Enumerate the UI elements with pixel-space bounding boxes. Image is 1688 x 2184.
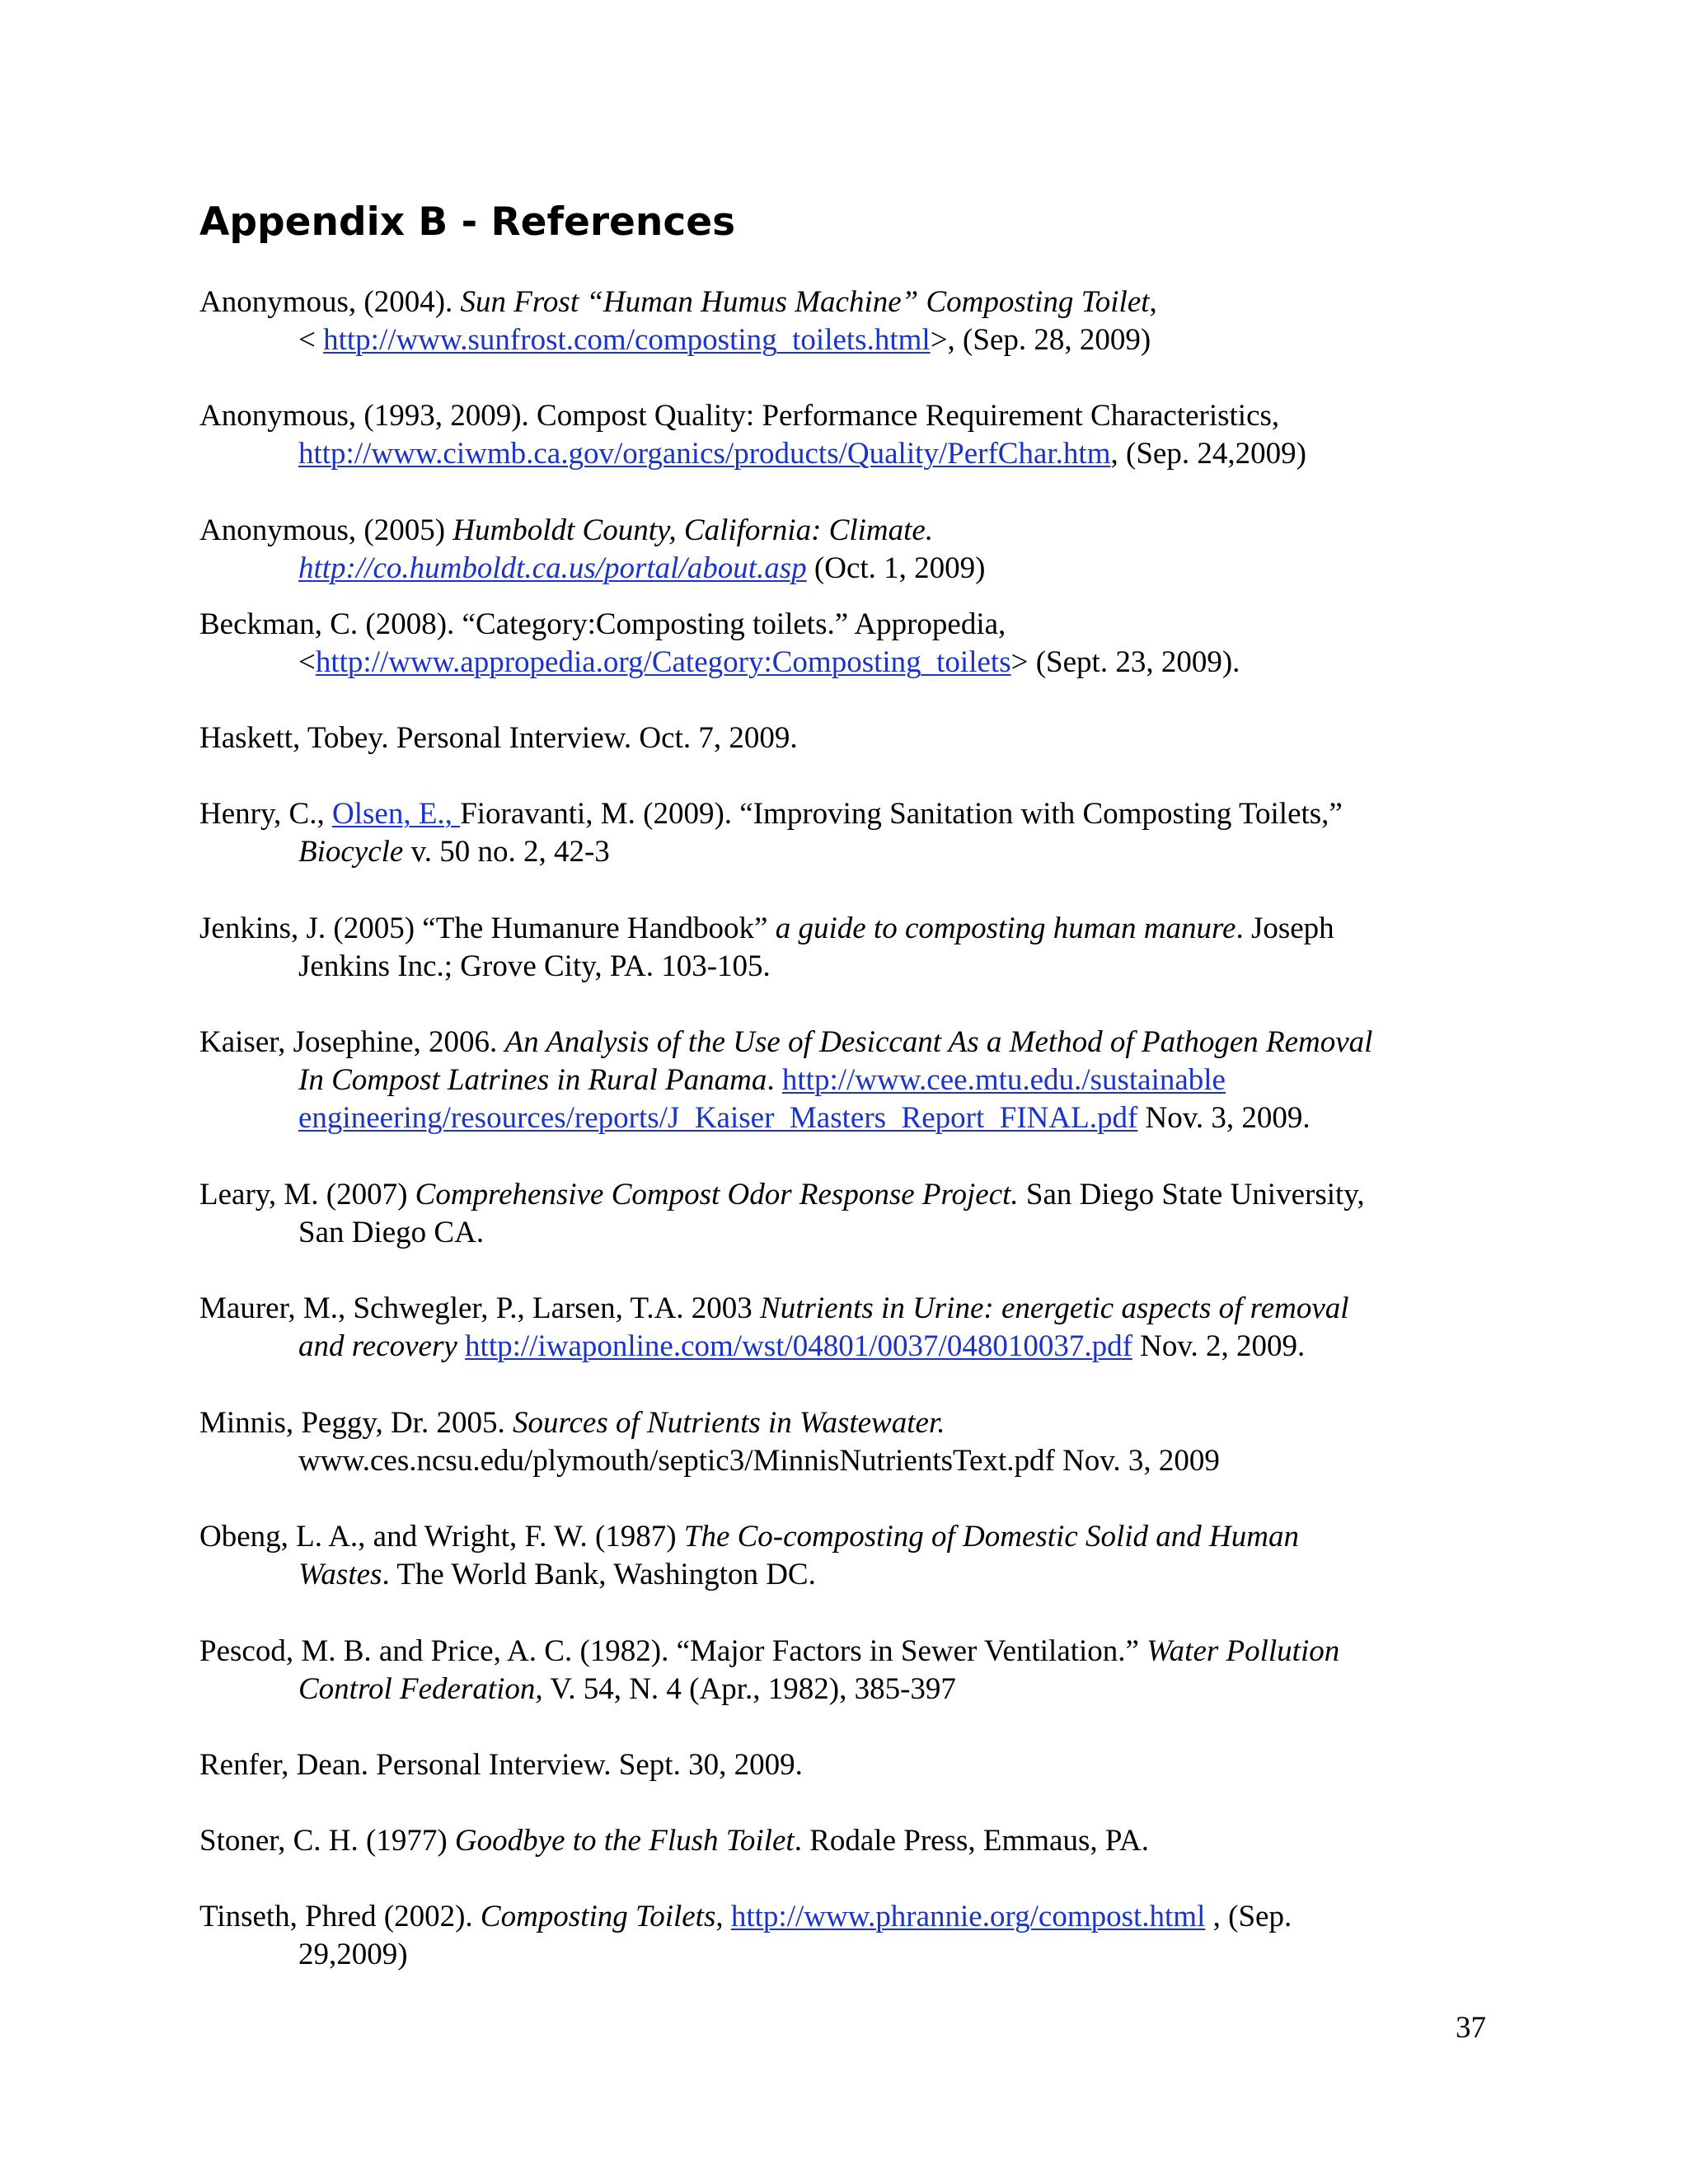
reference-link[interactable]: http://www.phrannie.org/compost.html (730, 1900, 1206, 1933)
reference-link[interactable]: http://co.humboldt.ca.us/portal/about.asp (298, 551, 807, 585)
reference-line: engineering/resources/reports/J_Kaiser_Masters_Report_FINAL.pdf Nov. 3, 2009. (298, 1101, 1311, 1135)
reference-line: Minnis, Peggy, Dr. 2005. Sources of Nutrients in Wastewater. (199, 1406, 945, 1440)
reference-line: San Diego CA. (298, 1216, 485, 1249)
reference-line: Biocycle v. 50 no. 2, 42-3 (298, 835, 610, 869)
reference-line: http://www.ciwmb.ca.gov/organics/products/Quality/PerfChar.htm, (Sep. 24,2009) (298, 437, 1306, 471)
reference-title: An Analysis of the Use of Desiccant As a Method of Pathogen Removal (504, 1025, 1373, 1059)
reference-line: Kaiser, Josephine, 2006. An Analysis of the Use of Desiccant As a Method of Pathogen Removal (199, 1025, 1373, 1059)
reference-title: In Compost Latrines in Rural Panama (298, 1063, 767, 1097)
reference-line: Tinseth, Phred (2002). Composting Toilets, http://www.phrannie.org/compost.html , (Sep. (199, 1900, 1292, 1933)
reference-title: Control Federation, (298, 1672, 543, 1706)
reference-link[interactable]: Olsen, E., (332, 797, 461, 831)
reference-link[interactable]: http://www.ciwmb.ca.gov/organics/products/Quality/PerfChar.htm (298, 437, 1111, 471)
reference-line: <http://www.appropedia.org/Category:Composting_toilets> (Sept. 23, 2009). (298, 645, 1240, 679)
reference-line: Haskett, Tobey. Personal Interview. Oct. 7, 2009. (199, 721, 798, 755)
reference-line: Stoner, C. H. (1977) Goodbye to the Flush Toilet. Rodale Press, Emmaus, PA. (199, 1824, 1150, 1858)
reference-title: Wastes (298, 1558, 382, 1591)
reference-line: Pescod, M. B. and Price, A. C. (1982). “Major Factors in Sewer Ventilation.” Water Pollution (199, 1634, 1340, 1668)
reference-title: Water Pollution (1146, 1634, 1340, 1668)
reference-link[interactable]: http://www.cee.mtu.edu./sustainable (781, 1063, 1226, 1097)
reference-title: Humboldt County, California: Climate. (452, 513, 934, 547)
reference-link[interactable]: http://www.appropedia.org/Category:Composting_toilets (315, 645, 1011, 679)
reference-title: a guide to composting human manure (775, 912, 1236, 945)
reference-line: Anonymous, (2004). Sun Frost “Human Humus Machine” Composting Toilet, (199, 285, 1157, 319)
reference-line: and recovery http://iwaponline.com/wst/04801/0037/048010037.pdf Nov. 2, 2009. (298, 1329, 1306, 1363)
reference-line: Henry, C., Olsen, E., Fioravanti, M. (2009). “Improving Sanitation with Composting Toilets,” (199, 797, 1343, 831)
reference-title: Composting Toilets (480, 1900, 716, 1933)
reference-line: Anonymous, (1993, 2009). Compost Quality: Performance Requirement Characteristics, (199, 399, 1280, 433)
reference-title: Sources of Nutrients in Wastewater. (512, 1406, 945, 1440)
reference-line: 29,2009) (298, 1938, 408, 1971)
reference-title: Biocycle (298, 835, 404, 869)
reference-title: Nutrients in Urine: energetic aspects of removal (760, 1291, 1349, 1325)
page-number: 37 (1456, 2011, 1486, 2045)
reference-line: http://co.humboldt.ca.us/portal/about.asp (Oct. 1, 2009) (298, 551, 986, 585)
reference-line: Jenkins, J. (2005) “The Humanure Handbook” a guide to composting human manure. Joseph (199, 912, 1334, 945)
reference-line: Beckman, C. (2008). “Category:Composting toilets.” Appropedia, (199, 607, 1006, 641)
reference-line: Wastes. The World Bank, Washington DC. (298, 1558, 816, 1591)
reference-title: Goodbye to the Flush Toilet (454, 1824, 795, 1858)
reference-line: Obeng, L. A., and Wright, F. W. (1987) The Co-composting of Domestic Solid and Human (199, 1520, 1299, 1554)
reference-link[interactable]: http://iwaponline.com/wst/04801/0037/048010037.pdf (465, 1329, 1132, 1363)
reference-line: Anonymous, (2005) Humboldt County, California: Climate. (199, 513, 934, 547)
reference-line: Leary, M. (2007) Comprehensive Compost Odor Response Project. San Diego State University, (199, 1178, 1365, 1212)
reference-link[interactable]: http://www.sunfrost.com/composting_toilets.html (323, 323, 931, 357)
reference-line: Jenkins Inc.; Grove City, PA. 103-105. (298, 949, 771, 983)
reference-line: Renfer, Dean. Personal Interview. Sept. 30, 2009. (199, 1748, 803, 1782)
reference-line: www.ces.ncsu.edu/plymouth/septic3/MinnisNutrientsText.pdf Nov. 3, 2009 (298, 1444, 1220, 1478)
reference-link[interactable]: engineering/resources/reports/J_Kaiser_Masters_Report_FINAL.pdf (298, 1101, 1138, 1135)
reference-title: The Co-composting of Domestic Solid and Human (683, 1520, 1299, 1554)
reference-line: Control Federation, V. 54, N. 4 (Apr., 1982), 385-397 (298, 1672, 956, 1706)
reference-line: < http://www.sunfrost.com/composting_toilets.html>, (Sep. 28, 2009) (298, 323, 1151, 357)
reference-line: In Compost Latrines in Rural Panama. http://www.cee.mtu.edu./sustainable (298, 1063, 1226, 1097)
page-title: Appendix B - References (199, 199, 736, 245)
reference-title: Comprehensive Compost Odor Response Project. (415, 1178, 1019, 1212)
reference-title: and recovery (298, 1329, 457, 1363)
reference-line: Maurer, M., Schwegler, P., Larsen, T.A. 2003 Nutrients in Urine: energetic aspects of removal (199, 1291, 1349, 1325)
reference-title: Sun Frost “Human Humus Machine” Composting Toilet (460, 285, 1150, 319)
